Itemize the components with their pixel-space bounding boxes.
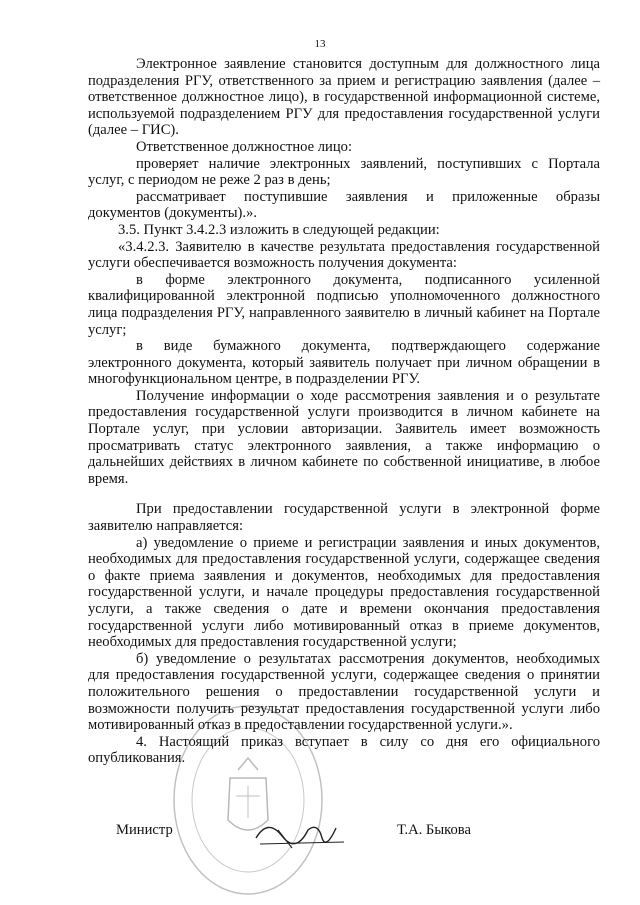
- signatory-title: Министр: [116, 822, 173, 838]
- paragraph: рассматривает поступившие заявления и приложенные образы документов (документы).».: [88, 188, 600, 222]
- paragraph: в форме электронного документа, подписанного усиленной квалифицированной электронной подписью уполномоченного должностного лица подразделения РГУ, направленного заявителю в личный кабинет на Портале услуг;: [88, 271, 600, 338]
- paragraph: в виде бумажного документа, подтверждающего содержание электронного документа, который заявитель получает при личном обращении в многофункциональном центре, в подразделении РГУ.: [88, 338, 600, 388]
- signatory-name: Т.А. Быкова: [397, 822, 471, 838]
- paragraph: 3.5. Пункт 3.4.2.3 изложить в следующей редакции:: [118, 221, 440, 238]
- page-number: 13: [314, 38, 326, 50]
- paragraph: Ответственное должностное лицо:: [136, 138, 352, 155]
- paragraph: 4. Настоящий приказ вступает в силу со дня его официального опубликования.: [88, 733, 600, 767]
- paragraph: Получение информации о ходе рассмотрения заявления и о результате предоставления государственной услуги производится в личном кабинете на Портале услуг, при условии авторизации. Заявитель имеет возможность просматривать статус электронного заявления, а также информацию о дальнейших действиях в личном кабинете по собственной инициативе, в любое время.: [88, 387, 600, 487]
- paragraph: «3.4.2.3. Заявителю в качестве результата предоставления государственной услуги обеспечивается возможность получения документа:: [88, 238, 600, 272]
- paragraph: а) уведомление о приеме и регистрации заявления и иных документов, необходимых для предоставления государственной услуги, содержащее сведения о факте приема заявления и документов, необходимых для предоставления государственной услуги, и начале процедуры предоставления государственной услуги, а также сведения о дате и времени окончания предоставления государственной услуги либо мотивированный отказ в приеме документов, необходимых для предоставления государственной услуги;: [88, 534, 600, 651]
- paragraph: При предоставлении государственной услуги в электронной форме заявителю направляется:: [88, 501, 600, 535]
- signature-block: [0, 822, 640, 852]
- document-body: [88, 56, 600, 767]
- paragraph: Электронное заявление становится доступным для должностного лица подразделения РГУ, ответственного за прием и регистрацию заявления (далее – ответственное должностное лицо), в государственной информационной системе, используемой подразделением РГУ для предоставления государственной услуги (далее – ГИС).: [88, 56, 600, 139]
- paragraph: проверяет наличие электронных заявлений, поступивших с Портала услуг, с периодом не реже 2 раз в день;: [88, 155, 600, 189]
- paragraph: б) уведомление о результатах рассмотрения документов, необходимых для предоставления государственной услуги, содержащее сведения о принятии положительного решения о предоставлении государственной услуги и возможности получить результат предоставления государственной услуги либо мотивированный отказ в предоставлении государственной услуги.».: [88, 650, 600, 734]
